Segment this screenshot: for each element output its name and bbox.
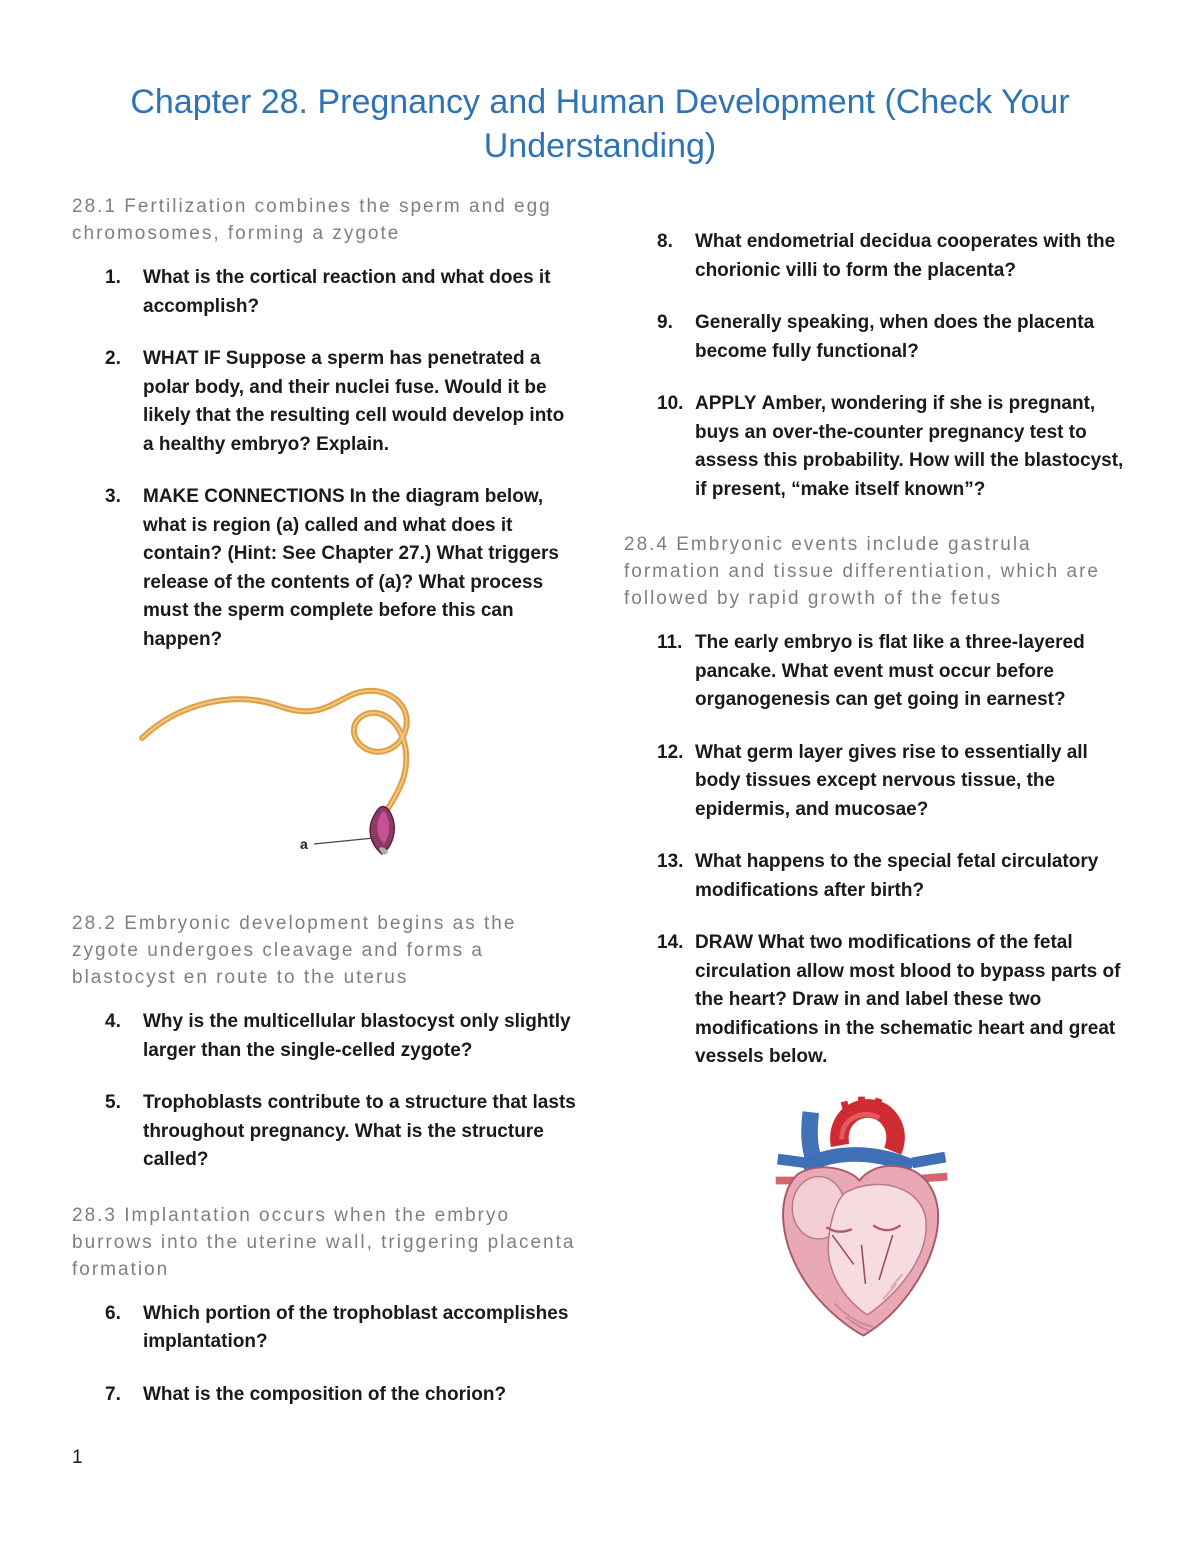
figure-label-line <box>314 838 374 844</box>
question-body: In the diagram below, what is region (a) called and what does it contain? (Hint: See Chapter 27.) What triggers release of the contents of (a)? What process must the sperm complete before this can happen? <box>143 486 559 650</box>
question-prefix: DRAW <box>695 932 754 954</box>
left-column <box>72 194 576 1433</box>
question-text: Generally speaking, when does the placenta become fully functional? <box>695 312 1095 362</box>
question-text: What is the composition of the chorion? <box>143 1383 507 1405</box>
section-heading-28-1: 28.1 Fertilization combines the sperm and egg chromosomes, forming a zygote <box>72 196 552 245</box>
question-3 <box>105 483 576 654</box>
figure-label-a: a <box>300 836 308 853</box>
question-5 <box>105 1089 576 1175</box>
question-prefix: WHAT IF <box>143 348 221 370</box>
question-13 <box>657 848 1128 905</box>
superior-vena-cava <box>810 1112 813 1157</box>
question-prefix: APPLY <box>695 393 757 415</box>
question-11 <box>657 629 1128 715</box>
question-text: What germ layer gives rise to essentially all body tissues except nervous tissue, the epidermis, and mucosae? <box>695 741 1088 820</box>
question-number: 7. <box>105 1383 121 1405</box>
question-6 <box>105 1300 576 1357</box>
heart-figure <box>764 1096 1128 1346</box>
question-text: The early embryo is flat like a three-layered pancake. What event must occur before organogenesis can get going in earnest? <box>695 632 1085 711</box>
question-prefix: MAKE CONNECTIONS <box>143 486 345 508</box>
question-text: What endometrial decidua cooperates with the chorionic villi to form the placenta? <box>695 231 1116 281</box>
question-1 <box>105 264 576 321</box>
question-text <box>695 390 1128 504</box>
question-number: 5. <box>105 1092 121 1114</box>
question-10 <box>657 390 1128 504</box>
question-number: 9. <box>657 312 673 334</box>
heart-illustration <box>764 1096 959 1341</box>
sperm-figure <box>134 678 576 883</box>
sperm-illustration <box>134 678 444 878</box>
question-body: What two modifications of the fetal circulation allow most blood to bypass parts of the heart? Draw in and label these two modifications in the schematic heart and great vessels below. <box>695 932 1121 1068</box>
question-text: What happens to the special fetal circulatory modifications after birth? <box>695 851 1099 901</box>
question-number: 13. <box>657 851 684 873</box>
question-text: What is the cortical reaction and what does it accomplish? <box>143 267 551 317</box>
question-text: Why is the multicellular blastocyst only slightly larger than the single-celled zygote? <box>143 1011 571 1061</box>
question-number: 10. <box>657 393 684 415</box>
question-text <box>143 345 576 459</box>
question-9 <box>657 309 1128 366</box>
two-column-layout <box>72 194 1128 1433</box>
question-body: Suppose a sperm has penetrated a polar body, and their nuclei fuse. Would it be likely that the resulting cell would develop into a healthy embryo? Explain. <box>143 348 565 455</box>
right-column <box>624 228 1128 1371</box>
question-number: 6. <box>105 1302 121 1324</box>
question-text <box>143 483 576 654</box>
question-text: Which portion of the trophoblast accomplishes implantation? <box>143 1302 569 1353</box>
question-number: 2. <box>105 348 121 370</box>
question-12 <box>657 739 1128 825</box>
question-number: 12. <box>657 741 684 763</box>
page-title: Chapter 28. Pregnancy and Human Development (Check Your Understanding) <box>130 83 1070 166</box>
question-number: 8. <box>657 231 673 253</box>
question-7 <box>105 1381 576 1410</box>
question-number: 14. <box>657 932 684 954</box>
question-14 <box>657 929 1128 1072</box>
question-body: Amber, wondering if she is pregnant, buys an over-the-counter pregnancy test to assess this probability. How will the blastocyst, if present, “make itself known”? <box>695 393 1124 500</box>
section-heading-28-4: 28.4 Embryonic events include gastrula formation and tissue differentiation, which are followed by rapid growth of the fetus <box>624 534 1100 610</box>
section-heading-28-2: 28.2 Embryonic development begins as the zygote undergoes cleavage and forms a blastocyst en route to the uterus <box>72 913 517 989</box>
pulmonary-vein <box>922 1176 947 1178</box>
section-heading-28-3: 28.3 Implantation occurs when the embryo burrows into the uterine wall, triggering placenta formation <box>72 1204 576 1280</box>
sperm-tail <box>142 691 407 818</box>
question-number: 3. <box>105 486 121 508</box>
page-number: 1 <box>72 1447 83 1468</box>
question-8 <box>657 228 1128 285</box>
question-number: 11. <box>657 632 683 654</box>
question-2 <box>105 345 576 459</box>
question-number: 4. <box>105 1011 121 1033</box>
question-text: Trophoblasts contribute to a structure that lasts throughout pregnancy. What is the structure called? <box>143 1092 576 1171</box>
pulmonary-trunk <box>803 1154 912 1166</box>
question-number: 1. <box>105 267 121 289</box>
question-4 <box>105 1008 576 1065</box>
left-pulmonary-artery <box>912 1157 945 1163</box>
question-text <box>695 929 1128 1072</box>
